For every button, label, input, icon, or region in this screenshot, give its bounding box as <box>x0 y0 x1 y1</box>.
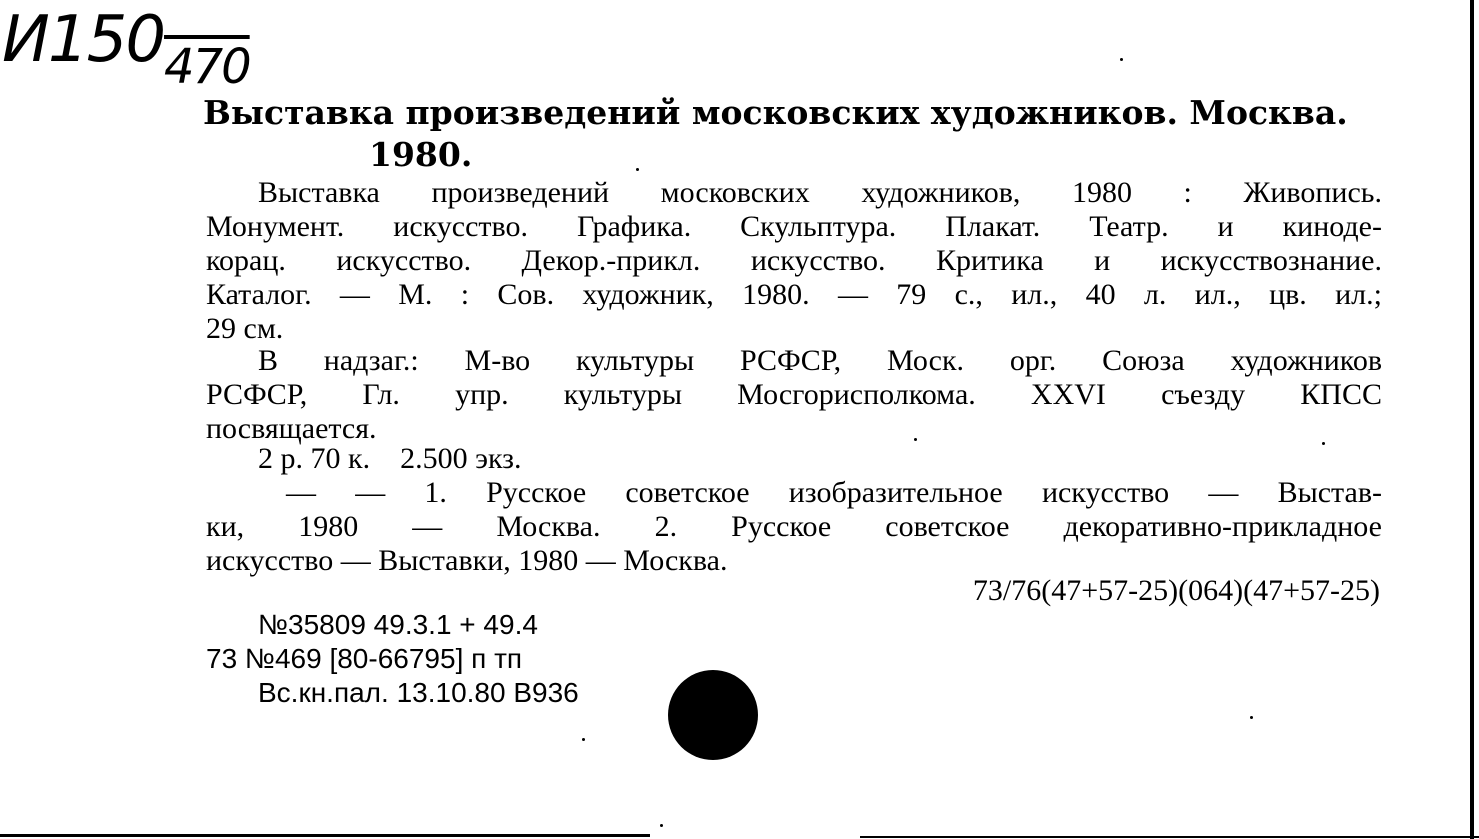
card-bottom-edge-right <box>860 836 1479 838</box>
description-line: 29 см. <box>206 312 284 345</box>
scan-speck <box>660 824 663 827</box>
card-right-edge <box>1470 0 1474 839</box>
subject-line: ки, 1980 — Москва. 2. Русское советское декоративно-прикладное <box>206 510 1382 543</box>
scan-speck <box>914 438 917 441</box>
note-line: В надзаг.: М-во культуры РСФСР, Моск. орг. Союза художников <box>258 344 1382 377</box>
description-line: корац. искусство. Декор.-прикл. искусство. Критика и искусствознание. <box>206 244 1382 277</box>
subject-line: — — 1. Русское советское изобразительное искусство — Выстав- <box>286 476 1382 509</box>
note-line: посвящается. <box>206 412 377 445</box>
registry-line: 73 №469 [80-66795] п тп <box>206 643 523 674</box>
scan-speck <box>1250 716 1253 719</box>
note-line: РСФСР, Гл. упр. культуры Мосгорисполкома. XXVI съезду КПСС <box>206 378 1382 411</box>
scan-speck <box>582 738 585 741</box>
scan-speck <box>1322 442 1325 445</box>
card-bottom-edge-left <box>0 834 650 837</box>
subject-line: искусство — Выставки, 1980 — Москва. <box>206 544 728 577</box>
handwritten-shelf-mark <box>2 3 250 95</box>
registry-line: №35809 49.3.1 + 49.4 <box>258 609 538 640</box>
price-line: 2 р. 70 к. 2.500 экз. <box>258 442 522 475</box>
description-line: Каталог. — М. : Сов. художник, 1980. — 79 с., ил., 40 л. ил., цв. ил.; <box>206 278 1382 311</box>
registry-line: Вс.кн.пал. 13.10.80 В936 <box>258 677 579 708</box>
description-line: Выставка произведений московских художников, 1980 : Живопись. <box>258 176 1382 209</box>
card-title-year: 1980. <box>369 135 473 174</box>
description-line: Монумент. искусство. Графика. Скульптура. Плакат. Театр. и киноде- <box>206 210 1382 243</box>
scan-speck <box>1120 58 1123 61</box>
classification-index: 73/76(47+57-25)(064)(47+57-25) <box>972 574 1380 607</box>
handwritten-mark-main: И150 <box>2 3 165 77</box>
card-title: Выставка произведений московских художников. Москва. <box>203 93 1348 132</box>
scan-speck <box>636 168 639 171</box>
handwritten-mark-sub: 470 <box>164 39 250 95</box>
card-punch-hole <box>668 670 758 760</box>
